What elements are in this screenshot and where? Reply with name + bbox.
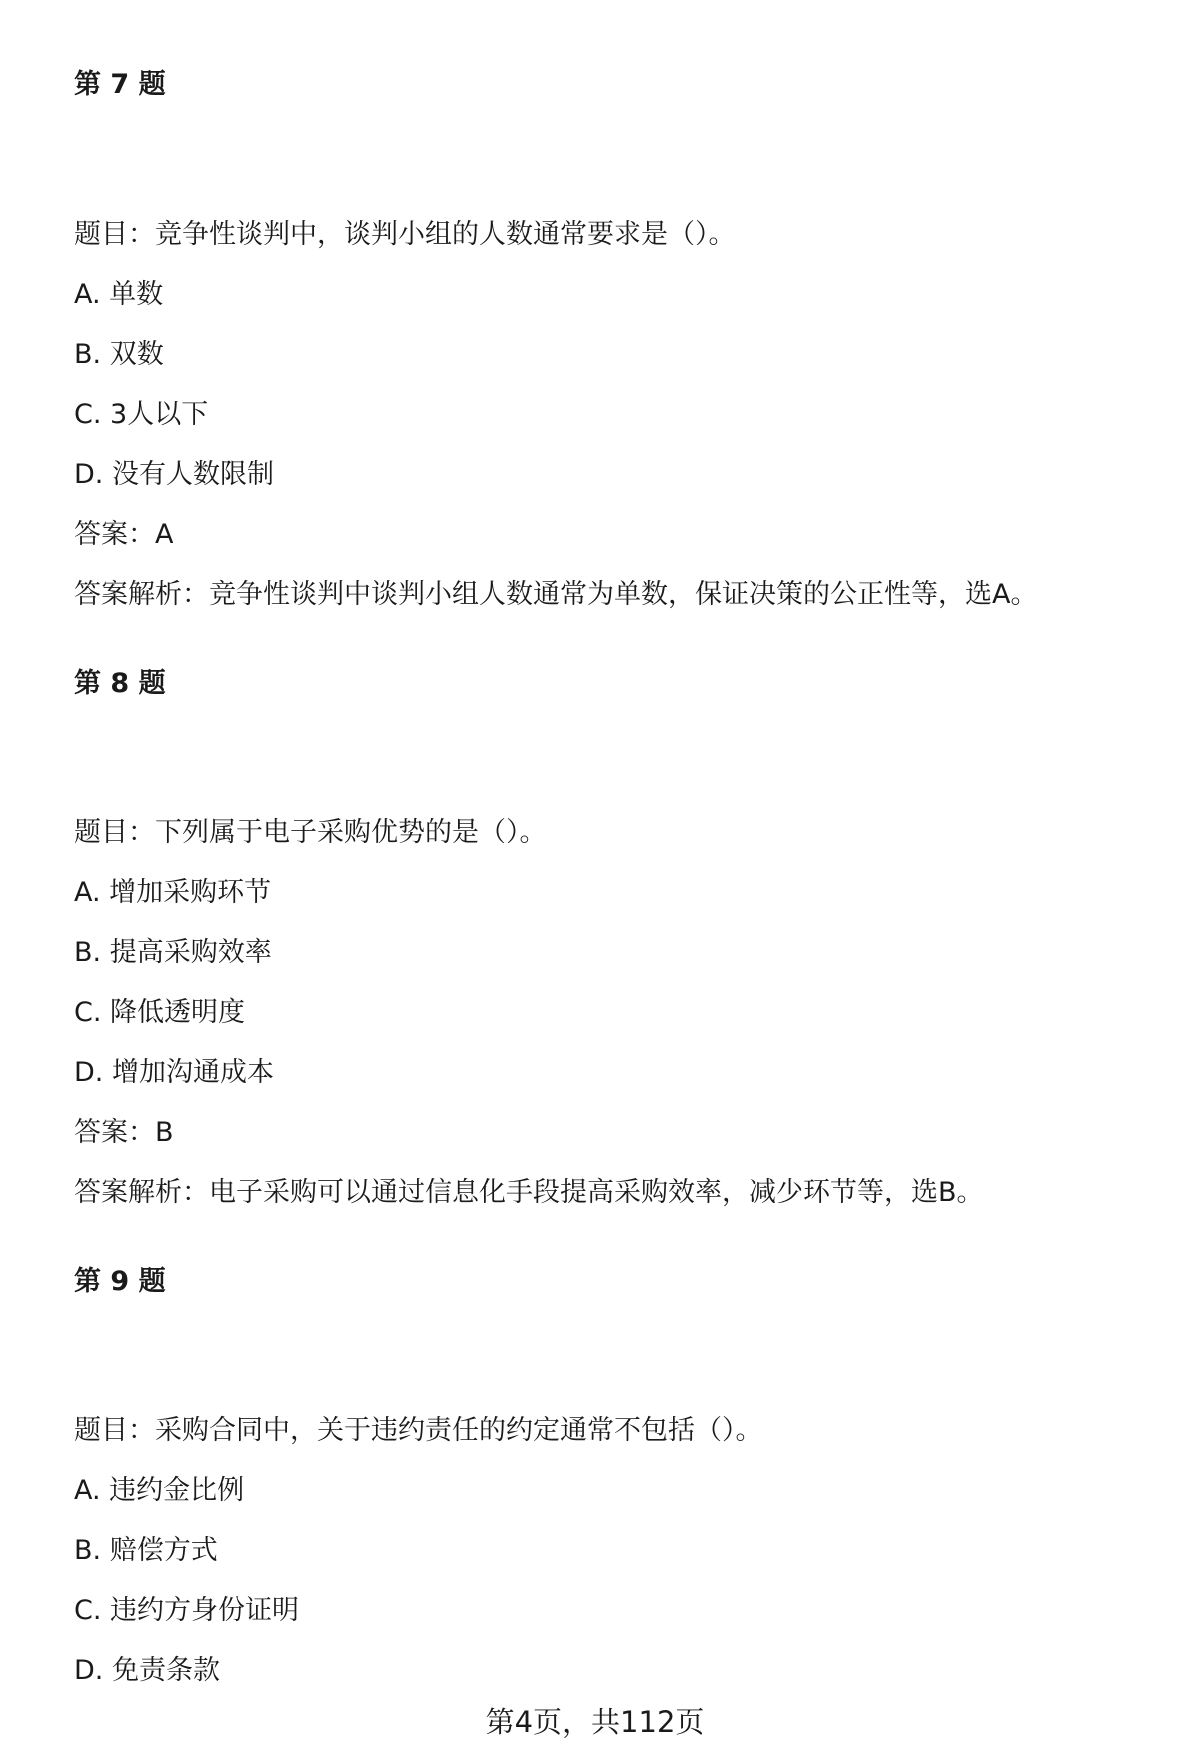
question-9-option-b: B. 赔偿方式 xyxy=(74,1535,218,1566)
question-8-stem: 题目：下列属于电子采购优势的是（）。 xyxy=(74,817,547,848)
question-7-analysis: 答案解析：竞争性谈判中谈判小组人数通常为单数，保证决策的公正性等，选A。 xyxy=(74,579,1038,610)
question-7-option-b: B. 双数 xyxy=(74,339,164,370)
question-9-stem: 题目：采购合同中，关于违约责任的约定通常不包括（）。 xyxy=(74,1415,763,1446)
page-number-footer: 第4页，共112页 xyxy=(485,1705,705,1739)
question-7-answer: 答案：A xyxy=(74,519,174,550)
question-7-option-d: D. 没有人数限制 xyxy=(74,459,274,490)
question-8-option-a: A. 增加采购环节 xyxy=(74,877,272,908)
question-9-option-d: D. 免责条款 xyxy=(74,1655,220,1686)
question-9-option-a: A. 违约金比例 xyxy=(74,1475,245,1506)
question-9-option-c: C. 违约方身份证明 xyxy=(74,1595,300,1626)
question-8-option-b: B. 提高采购效率 xyxy=(74,937,272,968)
question-8-answer: 答案：B xyxy=(74,1117,174,1148)
question-8-option-d: D. 增加沟通成本 xyxy=(74,1057,274,1088)
question-7-heading: 第 7 题 xyxy=(74,69,166,100)
question-7-option-a: A. 单数 xyxy=(74,279,164,310)
question-8-option-c: C. 降低透明度 xyxy=(74,997,246,1028)
question-8-analysis: 答案解析：电子采购可以通过信息化手段提高采购效率，减少环节等，选B。 xyxy=(74,1177,984,1208)
question-7-stem: 题目：竞争性谈判中，谈判小组的人数通常要求是（）。 xyxy=(74,219,736,250)
question-7-option-c: C. 3人以下 xyxy=(74,399,209,430)
question-9-heading: 第 9 题 xyxy=(74,1266,166,1297)
question-8-heading: 第 8 题 xyxy=(74,668,166,699)
